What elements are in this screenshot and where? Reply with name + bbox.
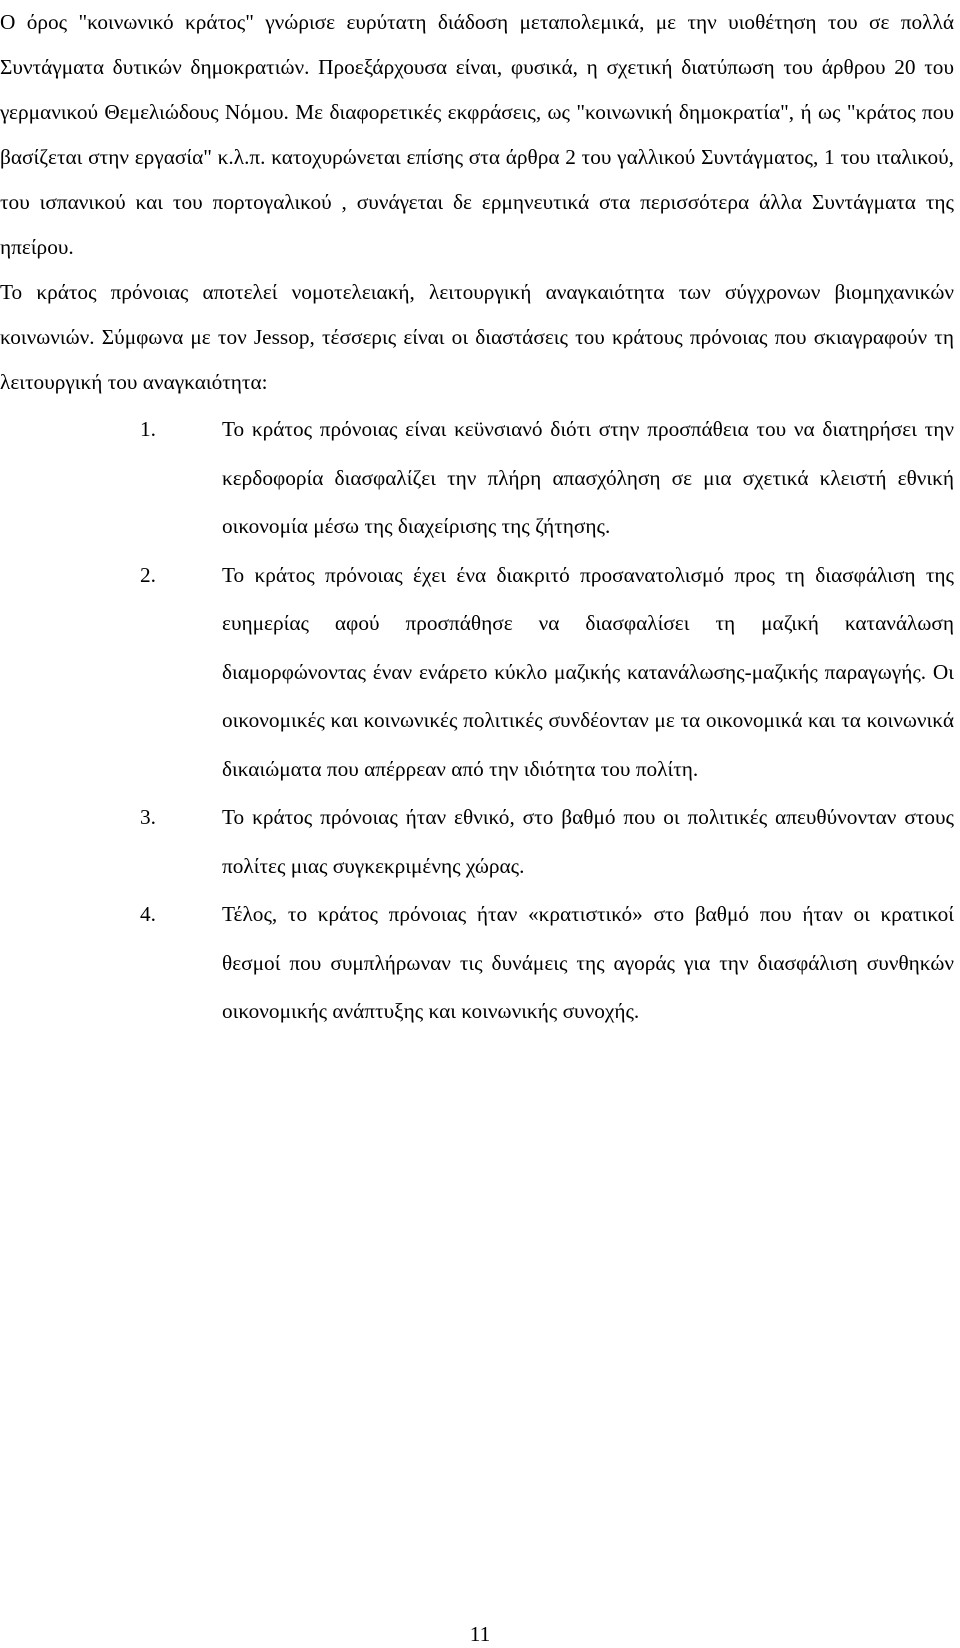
list-item-number: 4. [140, 902, 156, 926]
list-item-number: 1. [140, 417, 156, 441]
list-item [0, 890, 954, 1036]
list-item-text: Το κράτος πρόνοιας είναι κεϋνσιανό διότι στην προσπάθεια του να διατηρήσει την κερδοφορία διασφαλίζει την πλήρη απασχόληση σε μια σχετικά κλειστή εθνική οικονομία μέσω της διαχείρισης της ζήτησης. [222, 417, 954, 538]
paragraph-welfare-state: Το κράτος πρόνοιας αποτελεί νομοτελειακή, λειτουργική αναγκαιότητα των σύγχρονων βιομηχανικών κοινωνιών. Σύμφωνα με τον Jessop, τέσσερις είναι οι διαστάσεις του κράτους πρόνοιας που σκιαγραφούν τη λειτουργική του αναγκαιότητα: [0, 280, 954, 394]
list-item [0, 551, 954, 794]
list-item-text: Το κράτος πρόνοιας έχει ένα διακριτό προσανατολισμό προς τη διασφάλιση της ευημερίας αφού προσπάθησε να διασφαλίσει τη μαζική κατανάλωση διαμορφώνοντας έναν ενάρετο κύκλο μαζικής κατανάλωσης-μαζικής παραγωγής. Οι οικονομικές και κοινωνικές πολιτικές συνδέονταν με τα οικονομικά και τα κοινωνικά δικαιώματα που απέρρεαν από την ιδιότητα του πολίτη. [222, 562, 954, 781]
list-item-text: Τέλος, το κράτος πρόνοιας ήταν «κρατιστικό» στο βαθμό που ήταν οι κρατικοί θεσμοί που συμπλήρωναν τις δυνάμεις της αγοράς για την διασφάλιση συνθηκών οικονομικής ανάπτυξης και κοινωνικής συνοχής. [222, 902, 954, 1023]
list-item-number: 3. [140, 805, 156, 829]
list-item [0, 405, 954, 551]
paragraph-social-state: Ο όρος "κοινωνικό κράτος" γνώρισε ευρύτατη διάδοση μεταπολεμικά, με την υιοθέτηση του σε πολλά Συντάγματα δυτικών δημοκρατιών. Προεξάρχουσα είναι, φυσικά, η σχετική διατύπωση του άρθρου 20 του γερμανικού Θεμελιώδους Νόμου. Με διαφορετικές εκφράσεις, ως "κοινωνική δημοκρατία", ή ως "κράτος που βασίζεται στην εργασία" κ.λ.π. κατοχυρώνεται επίσης στα άρθρα 2 του γαλλικού Συντάγματος, 1 του ιταλικού, του ισπανικού και του πορτογαλικού , συνάγεται δε ερμηνευτικά στα περισσότερα άλλα Συντάγματα της ηπείρου. [0, 10, 954, 259]
list-item-text: Το κράτος πρόνοιας ήταν εθνικό, στο βαθμό που οι πολιτικές απευθύνονταν στους πολίτες μιας συγκεκριμένης χώρας. [222, 805, 954, 878]
list-item-number: 2. [140, 562, 156, 587]
page-number: 11 [469, 1622, 491, 1646]
list-item [0, 793, 954, 890]
dimensions-list [0, 405, 954, 1036]
